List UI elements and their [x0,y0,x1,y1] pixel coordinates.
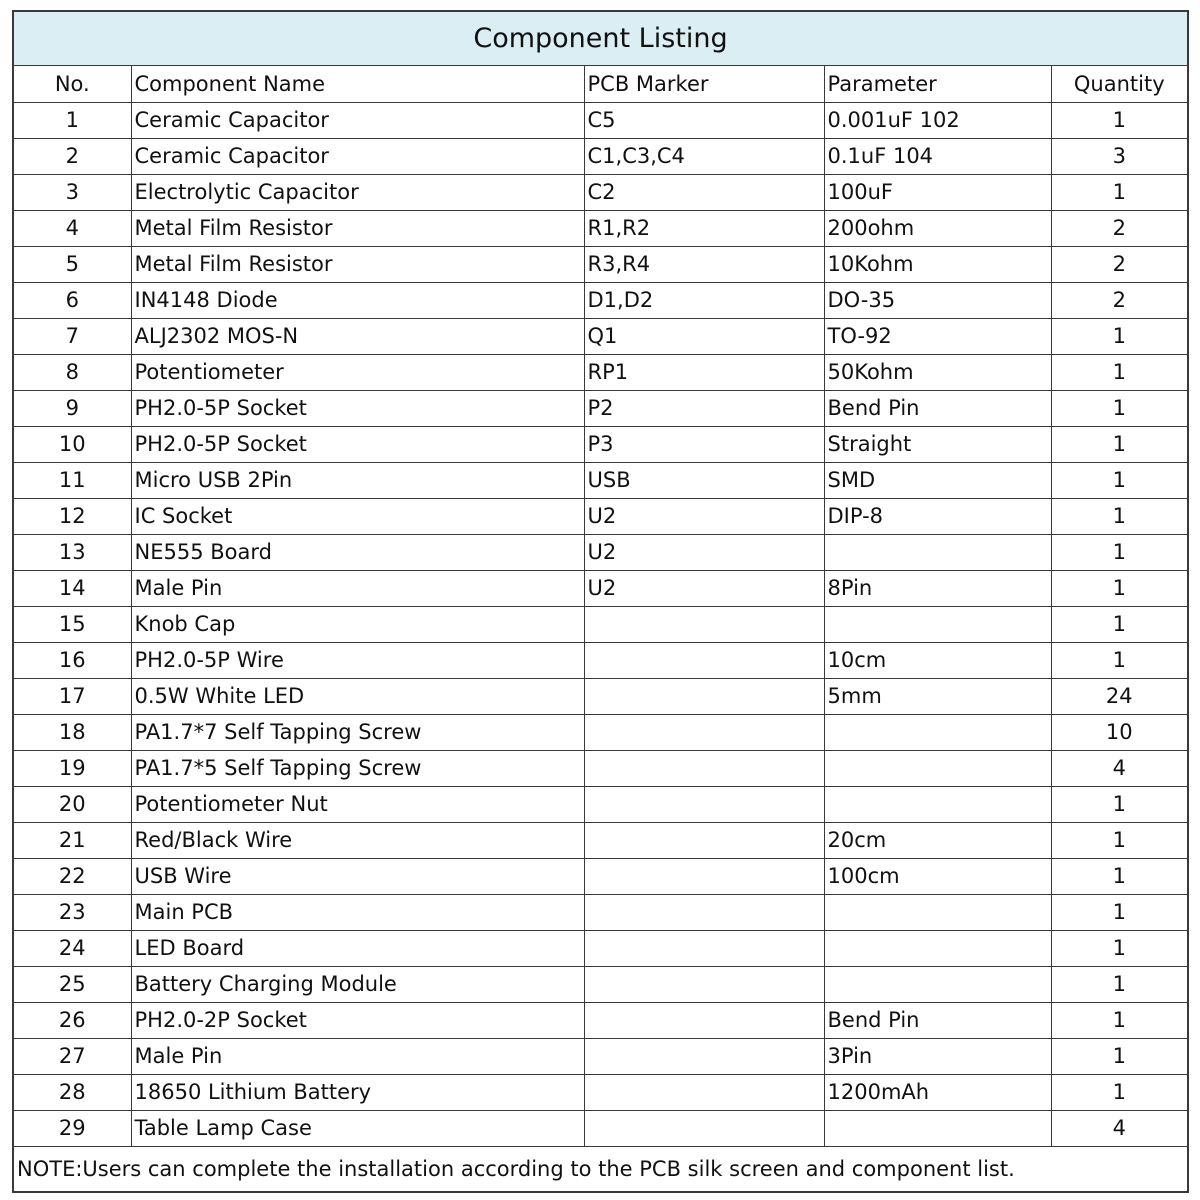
table-row [14,822,1187,858]
cell-parameter: SMD [824,462,1051,498]
table-row [14,318,1187,354]
cell-no: 14 [14,570,131,606]
cell-component-name: Male Pin [131,1038,584,1074]
cell-no: 20 [14,786,131,822]
cell-parameter: 100uF [824,174,1051,210]
cell-pcb-marker [584,606,824,642]
cell-parameter: 200ohm [824,210,1051,246]
cell-quantity: 1 [1051,354,1187,390]
cell-pcb-marker [584,966,824,1002]
cell-quantity: 1 [1051,642,1187,678]
cell-quantity: 1 [1051,894,1187,930]
cell-component-name: Micro USB 2Pin [131,462,584,498]
cell-quantity: 1 [1051,858,1187,894]
cell-no: 11 [14,462,131,498]
table-row [14,966,1187,1002]
table-header-row [14,66,1187,102]
cell-pcb-marker: U2 [584,498,824,534]
cell-no: 9 [14,390,131,426]
table-row [14,750,1187,786]
table-row [14,930,1187,966]
cell-parameter: Bend Pin [824,1002,1051,1038]
cell-no: 7 [14,318,131,354]
table-row [14,1074,1187,1110]
cell-parameter [824,534,1051,570]
cell-component-name: USB Wire [131,858,584,894]
cell-component-name: LED Board [131,930,584,966]
cell-pcb-marker: P2 [584,390,824,426]
cell-parameter [824,930,1051,966]
component-listing-sheet [12,10,1189,1193]
table-row [14,426,1187,462]
cell-no: 16 [14,642,131,678]
cell-component-name: Electrolytic Capacitor [131,174,584,210]
cell-no: 8 [14,354,131,390]
cell-component-name: Ceramic Capacitor [131,102,584,138]
cell-component-name: Potentiometer Nut [131,786,584,822]
cell-component-name: Potentiometer [131,354,584,390]
cell-pcb-marker: P3 [584,426,824,462]
cell-component-name: IC Socket [131,498,584,534]
cell-no: 1 [14,102,131,138]
cell-quantity: 1 [1051,570,1187,606]
cell-parameter: DIP-8 [824,498,1051,534]
cell-pcb-marker: D1,D2 [584,282,824,318]
page-title: Component Listing [14,12,1187,66]
cell-pcb-marker [584,642,824,678]
cell-no: 25 [14,966,131,1002]
cell-quantity: 1 [1051,318,1187,354]
cell-component-name: Knob Cap [131,606,584,642]
cell-quantity: 1 [1051,930,1187,966]
cell-pcb-marker [584,714,824,750]
cell-component-name: Metal Film Resistor [131,210,584,246]
cell-no: 24 [14,930,131,966]
cell-component-name: PH2.0-5P Wire [131,642,584,678]
table-row [14,714,1187,750]
cell-no: 5 [14,246,131,282]
cell-quantity: 1 [1051,498,1187,534]
table-row [14,1002,1187,1038]
table-row [14,102,1187,138]
cell-parameter: 20cm [824,822,1051,858]
table-row [14,894,1187,930]
table-row [14,858,1187,894]
cell-pcb-marker [584,1002,824,1038]
cell-component-name: PA1.7*7 Self Tapping Screw [131,714,584,750]
cell-component-name: Metal Film Resistor [131,246,584,282]
cell-parameter: 10cm [824,642,1051,678]
cell-pcb-marker [584,1110,824,1146]
cell-parameter: 0.001uF 102 [824,102,1051,138]
cell-no: 27 [14,1038,131,1074]
cell-no: 26 [14,1002,131,1038]
cell-quantity: 1 [1051,1038,1187,1074]
table-row [14,498,1187,534]
cell-parameter [824,894,1051,930]
table-row [14,138,1187,174]
cell-component-name: Battery Charging Module [131,966,584,1002]
cell-quantity: 2 [1051,282,1187,318]
cell-no: 19 [14,750,131,786]
cell-quantity: 2 [1051,210,1187,246]
cell-component-name: NE555 Board [131,534,584,570]
cell-quantity: 2 [1051,246,1187,282]
cell-component-name: Main PCB [131,894,584,930]
cell-no: 22 [14,858,131,894]
cell-no: 29 [14,1110,131,1146]
cell-component-name: 18650 Lithium Battery [131,1074,584,1110]
cell-quantity: 1 [1051,786,1187,822]
table-row [14,642,1187,678]
cell-pcb-marker: U2 [584,570,824,606]
cell-quantity: 1 [1051,1002,1187,1038]
column-header-no: No. [14,66,131,102]
table-row [14,570,1187,606]
table-body [14,102,1187,1146]
cell-component-name: PA1.7*5 Self Tapping Screw [131,750,584,786]
cell-pcb-marker: Q1 [584,318,824,354]
cell-no: 6 [14,282,131,318]
table-row [14,390,1187,426]
cell-no: 13 [14,534,131,570]
cell-no: 2 [14,138,131,174]
cell-pcb-marker: C2 [584,174,824,210]
cell-no: 10 [14,426,131,462]
cell-pcb-marker: R3,R4 [584,246,824,282]
cell-quantity: 1 [1051,390,1187,426]
cell-pcb-marker [584,750,824,786]
cell-no: 12 [14,498,131,534]
cell-component-name: Male Pin [131,570,584,606]
cell-no: 4 [14,210,131,246]
cell-quantity: 1 [1051,426,1187,462]
cell-component-name: Table Lamp Case [131,1110,584,1146]
cell-pcb-marker: USB [584,462,824,498]
cell-component-name: Red/Black Wire [131,822,584,858]
cell-quantity: 1 [1051,966,1187,1002]
cell-component-name: Ceramic Capacitor [131,138,584,174]
table-row [14,282,1187,318]
cell-quantity: 3 [1051,138,1187,174]
cell-pcb-marker [584,822,824,858]
cell-parameter [824,1110,1051,1146]
cell-pcb-marker [584,930,824,966]
table-row [14,354,1187,390]
cell-parameter [824,786,1051,822]
cell-quantity: 24 [1051,678,1187,714]
cell-pcb-marker [584,894,824,930]
cell-parameter [824,750,1051,786]
cell-parameter: Bend Pin [824,390,1051,426]
cell-parameter: TO-92 [824,318,1051,354]
table-row [14,210,1187,246]
cell-pcb-marker [584,1038,824,1074]
cell-pcb-marker [584,858,824,894]
table-row [14,1038,1187,1074]
cell-quantity: 4 [1051,1110,1187,1146]
cell-quantity: 1 [1051,1074,1187,1110]
cell-quantity: 1 [1051,462,1187,498]
table-row [14,534,1187,570]
cell-parameter [824,606,1051,642]
cell-component-name: 0.5W White LED [131,678,584,714]
table-row [14,174,1187,210]
cell-pcb-marker [584,678,824,714]
table-row [14,606,1187,642]
cell-pcb-marker: C5 [584,102,824,138]
cell-no: 28 [14,1074,131,1110]
cell-parameter: 50Kohm [824,354,1051,390]
column-header-component-name: Component Name [131,66,584,102]
cell-quantity: 1 [1051,606,1187,642]
cell-parameter: DO-35 [824,282,1051,318]
cell-parameter [824,966,1051,1002]
cell-pcb-marker: C1,C3,C4 [584,138,824,174]
cell-no: 15 [14,606,131,642]
cell-parameter: 0.1uF 104 [824,138,1051,174]
component-table [14,66,1187,1146]
table-row [14,1110,1187,1146]
cell-component-name: IN4148 Diode [131,282,584,318]
cell-no: 18 [14,714,131,750]
cell-component-name: PH2.0-5P Socket [131,390,584,426]
cell-component-name: PH2.0-5P Socket [131,426,584,462]
column-header-parameter: Parameter [824,66,1051,102]
cell-pcb-marker: U2 [584,534,824,570]
cell-quantity: 1 [1051,174,1187,210]
cell-pcb-marker: RP1 [584,354,824,390]
table-row [14,786,1187,822]
cell-pcb-marker [584,786,824,822]
cell-pcb-marker: R1,R2 [584,210,824,246]
table-row [14,462,1187,498]
cell-parameter: 8Pin [824,570,1051,606]
cell-quantity: 1 [1051,822,1187,858]
cell-no: 3 [14,174,131,210]
cell-no: 21 [14,822,131,858]
cell-pcb-marker [584,1074,824,1110]
cell-quantity: 1 [1051,534,1187,570]
cell-quantity: 10 [1051,714,1187,750]
cell-no: 23 [14,894,131,930]
cell-parameter: 10Kohm [824,246,1051,282]
cell-quantity: 1 [1051,102,1187,138]
cell-component-name: PH2.0-2P Socket [131,1002,584,1038]
table-row [14,246,1187,282]
column-header-pcb-marker: PCB Marker [584,66,824,102]
table-row [14,678,1187,714]
installation-note: NOTE:Users can complete the installation according to the PCB silk screen and component list. [14,1146,1187,1191]
cell-parameter: 3Pin [824,1038,1051,1074]
cell-parameter [824,714,1051,750]
cell-no: 17 [14,678,131,714]
cell-component-name: ALJ2302 MOS-N [131,318,584,354]
cell-parameter: 1200mAh [824,1074,1051,1110]
cell-quantity: 4 [1051,750,1187,786]
cell-parameter: Straight [824,426,1051,462]
column-header-quantity: Quantity [1051,66,1187,102]
cell-parameter: 100cm [824,858,1051,894]
cell-parameter: 5mm [824,678,1051,714]
